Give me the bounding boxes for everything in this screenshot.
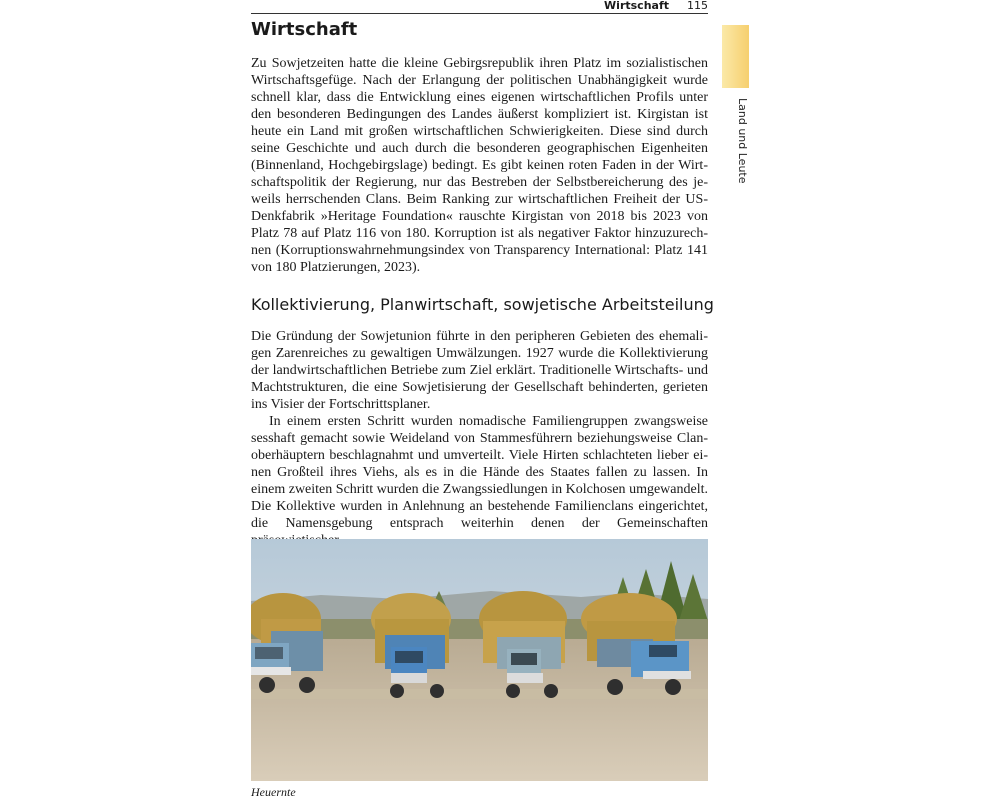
body-paragraph-2: In einem ersten Schritt wurden nomadische Familiengruppen zwangsweise sesshaft gemacht sowie Weideland von Stammesführern beziehungsweise Clanoberhäuptern beschlagnahmt und umverteilt. Viele Hirten schlachteten lieber einen Großteil ihres Viehs, als es in die Hände des Staates fallen zu lassen. In einem zweiten Schritt wurden die Zwangssiedlungen in Kolchosen umgewandelt. Die Kollektive wurden in Anlehnung an bestehende Familienclans eingerichtet, die Namensgebung entsprach weiterhin denen der Gemeinschaften [251,414,708,531]
running-head-section: Wirtschaft [604,0,669,12]
subsection-heading: Kollektivierung, Planwirtschaft, sowjetische Arbeitsteilung [251,295,714,314]
chapter-tab-marker [722,25,749,88]
hay-harvest-photo [251,539,708,781]
intro-paragraph: Zu Sowjetzeiten hatte die kleine Gebirgsrepublik ihren Platz im sozialistischen Wirtschaftsgefüge. Nach der Erlangung der politischen Unabhängigkeit wurde schnell klar, dass die Entwicklung eines eigenen wirtschaftlichen Profils unter den besonderen Bedingungen des Landes äußerst kompliziert ist. Kirgistan ist heute ein Land mit großen wirtschaftlichen Schwierigkeiten. Diese sind durch seine Geschichte und auch durch die besonderen geographischen Eigenheiten (Binnenland, Hochgebirgslage) bedingt. Es gibt keinen roten Faden in der Wirtschaftspolitik der Regierung, nur das Bestreben der Selbstbereicherung des jeweils herrschenden Clans. Beim Ranking zur wirtschaftlichen Freiheit der US-Denkfabrik »Heritage Foundation« rauschte Kirgistan von 2018 bis 2023 von Platz 78 auf Platz 116 von 180. Korruption ist als negativer Faktor hinzuzurechnen (Korruptionswahrnehmungsindex von Transparency International: Platz 141 von 180 Platzierungen, 2023). [251,56,708,275]
photo-caption: Heuernte [251,785,296,799]
photo-illustration [251,539,708,781]
chapter-tab-label: Land und Leute [736,98,749,184]
section-heading: Wirtschaft [251,19,358,40]
running-head [251,0,708,14]
page-number: 115 [687,0,708,12]
body-paragraph-1: Die Gründung der Sowjetunion führte in den peripheren Gebieten des ehemaligen Zarenreiches zu gewaltigen Umwälzungen. 1927 wurde die Kollektivierung der landwirtschaftlichen Betriebe zum Ziel erklärt. Traditionelle Wirtschafts- und Machtstrukturen, die eine Sowjetisierung der Gesellschaft behinderten, gerieten ins Visier der Fortschrittsplaner. [251,329,708,412]
